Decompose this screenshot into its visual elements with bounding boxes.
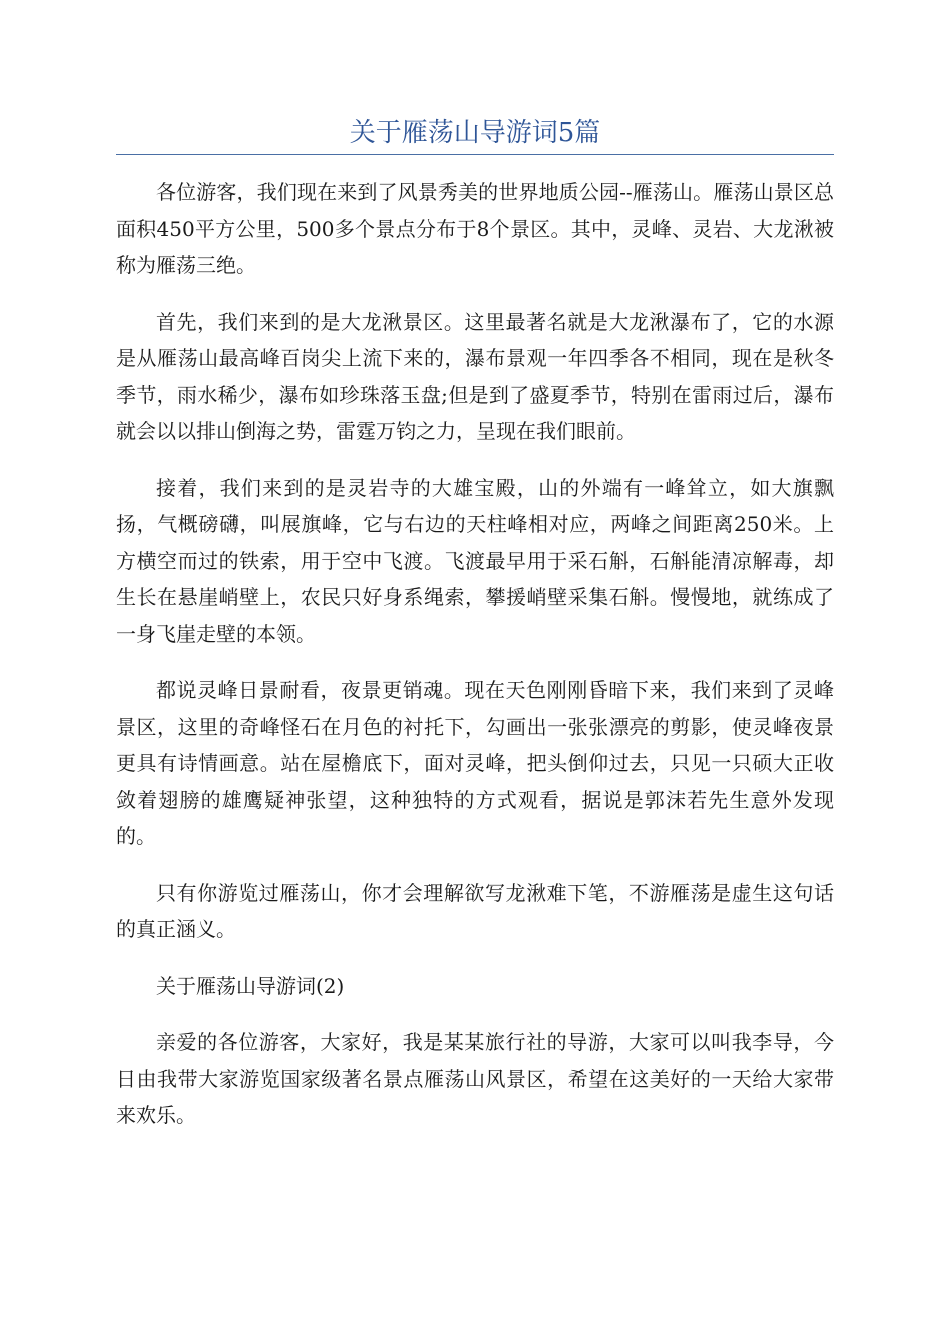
document-body <box>116 174 834 1154</box>
paragraph-lingfeng: 都说灵峰日景耐看，夜景更销魂。现在天色刚刚昏暗下来，我们来到了灵峰景区，这里的奇峰怪石在月色的衬托下，勾画出一张张漂亮的剪影，使灵峰夜景更具有诗情画意。站在屋檐底下，面对灵峰，把头倒仰过去，只见一只硕大正收敛着翅膀的雄鹰疑神张望，这种独特的方式观看，据说是郭沫若先生意外发现的。 <box>116 678 834 848</box>
document-title: 关于雁荡山导游词5篇 <box>349 118 601 148</box>
title-underline <box>116 154 834 155</box>
paragraph-intro: 各位游客，我们现在来到了风景秀美的世界地质公园--雁荡山。雁荡山景区总面积450平方公里，500多个景点分布于8个景区。其中，灵峰、灵岩、大龙湫被称为雁荡三绝。 <box>116 180 834 277</box>
paragraph-lingyan: 接着，我们来到的是灵岩寺的大雄宝殿，山的外端有一峰耸立，如大旗飘扬，气概磅礴，叫展旗峰，它与右边的天柱峰相对应，两峰之间距离250米。上方横空而过的铁索，用于空中飞渡。飞渡最早用于采石斛，石斛能清凉解毒，却生长在悬崖峭壁上，农民只好身系绳索，攀援峭壁采集石斛。慢慢地，就练成了一身飞崖走壁的本领。 <box>116 475 834 646</box>
paragraph-greeting: 亲爱的各位游客，大家好，我是某某旅行社的导游，大家可以叫我李导，今日由我带大家游览国家级著名景点雁荡山风景区，希望在这美好的一天给大家带来欢乐。 <box>116 1030 834 1127</box>
section-heading-2: 关于雁荡山导游词(2) <box>156 973 345 998</box>
paragraph-dalongqiu: 首先，我们来到的是大龙湫景区。这里最著名就是大龙湫瀑布了，它的水源是从雁荡山最高峰百岗尖上流下来的，瀑布景观一年四季各不相同，现在是秋冬季节，雨水稀少，瀑布如珍珠落玉盘;但是到了盛夏季节，特别在雷雨过后，瀑布就会以以排山倒海之势，雷霆万钧之力，呈现在我们眼前。 <box>116 309 834 443</box>
paragraph-closing: 只有你游览过雁荡山，你才会理解欲写龙湫难下笔，不游雁荡是虚生这句话的真正涵义。 <box>116 880 834 941</box>
